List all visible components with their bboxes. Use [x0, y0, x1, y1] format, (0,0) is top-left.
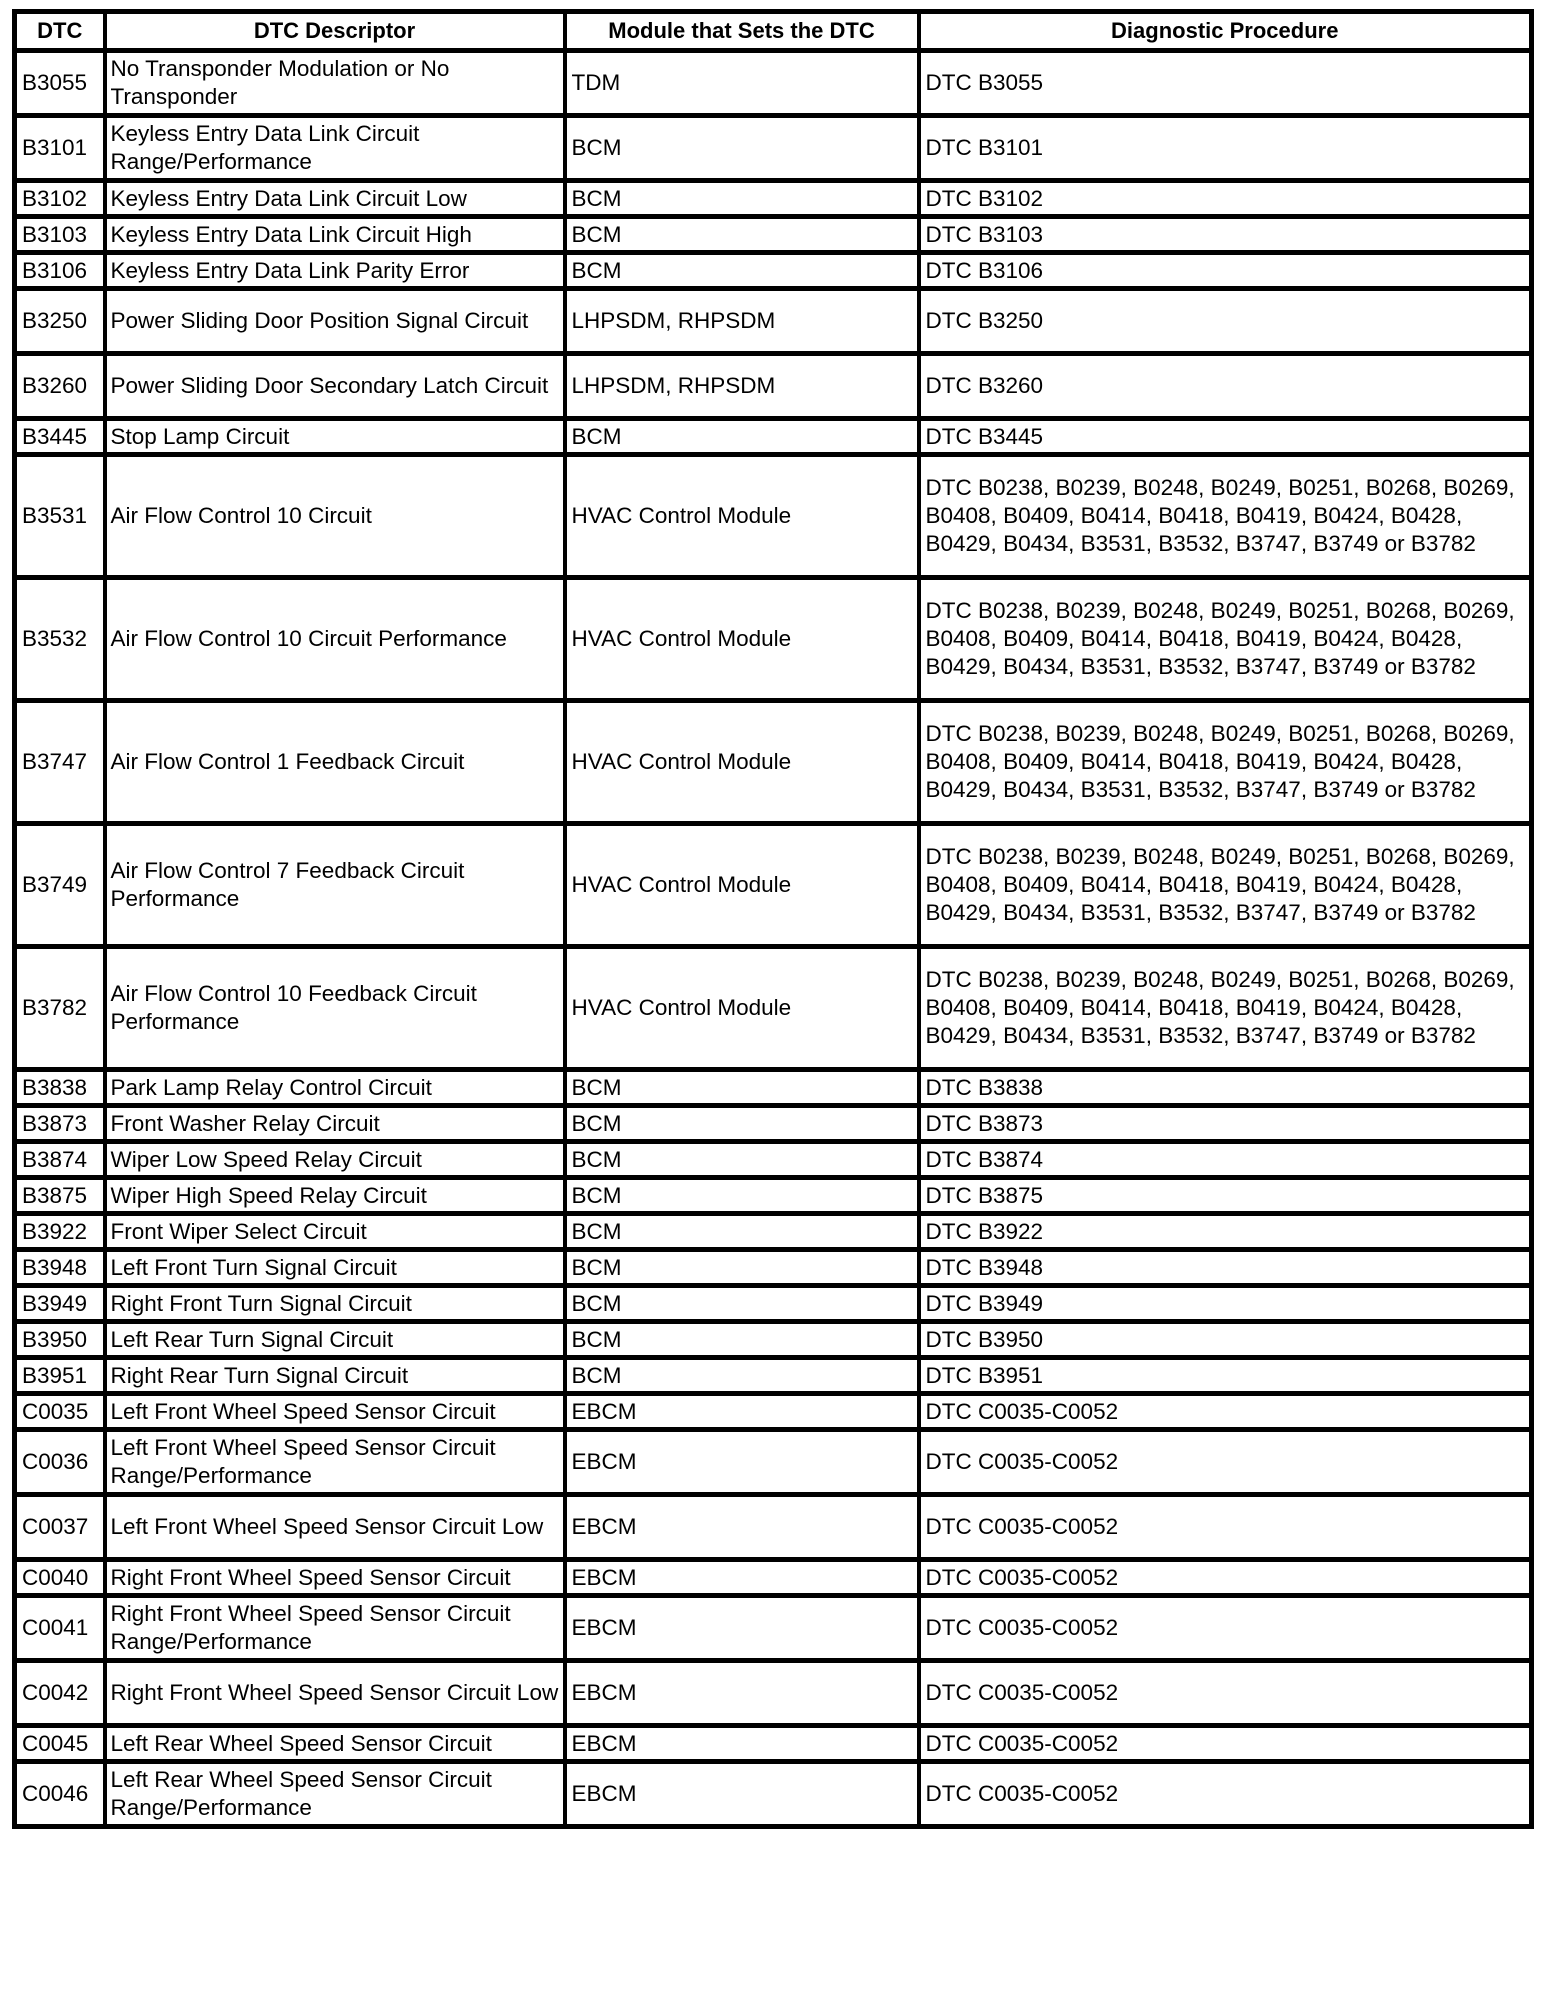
dtc-code-cell: B3445: [15, 419, 105, 455]
table-row: [15, 253, 1532, 289]
diagnostic-procedure-cell: DTC B3951: [919, 1358, 1532, 1394]
diagnostic-procedure-cell: DTC B3950: [919, 1322, 1532, 1358]
module-cell: BCM: [565, 1358, 919, 1394]
module-cell: BCM: [565, 1286, 919, 1322]
dtc-descriptor-cell: Wiper High Speed Relay Circuit: [105, 1178, 565, 1214]
dtc-code-cell: B3950: [15, 1322, 105, 1358]
dtc-code-cell: C0041: [15, 1596, 105, 1661]
dtc-code-cell: C0040: [15, 1560, 105, 1596]
dtc-descriptor-cell: Left Rear Turn Signal Circuit: [105, 1322, 565, 1358]
module-cell: LHPSDM, RHPSDM: [565, 289, 919, 354]
diagnostic-procedure-cell: DTC B0238, B0239, B0248, B0249, B0251, B0268, B0269, B0408, B0409, B0414, B0418, B0419, B0424, B0428, B0429, B0434, B3531, B3532, B3747, B3749 or B3782: [919, 455, 1532, 578]
table-row: [15, 1106, 1532, 1142]
table-row: [15, 1070, 1532, 1106]
dtc-code-cell: C0042: [15, 1661, 105, 1726]
dtc-descriptor-cell: Power Sliding Door Secondary Latch Circuit: [105, 354, 565, 419]
diagnostic-procedure-cell: DTC B3445: [919, 419, 1532, 455]
dtc-descriptor-cell: Left Front Wheel Speed Sensor Circuit Range/Performance: [105, 1430, 565, 1495]
dtc-code-cell: B3922: [15, 1214, 105, 1250]
module-cell: BCM: [565, 1178, 919, 1214]
dtc-code-cell: B3949: [15, 1286, 105, 1322]
dtc-code-cell: B3782: [15, 947, 105, 1070]
table-row: [15, 217, 1532, 253]
module-cell: TDM: [565, 51, 919, 116]
dtc-descriptor-cell: Wiper Low Speed Relay Circuit: [105, 1142, 565, 1178]
module-cell: HVAC Control Module: [565, 701, 919, 824]
module-cell: EBCM: [565, 1596, 919, 1661]
table-row: [15, 1394, 1532, 1430]
diagnostic-procedure-cell: DTC B3838: [919, 1070, 1532, 1106]
header-module: Module that Sets the DTC: [565, 12, 919, 51]
table-row: [15, 116, 1532, 181]
diagnostic-procedure-cell: DTC B3102: [919, 181, 1532, 217]
diagnostic-procedure-cell: DTC B3949: [919, 1286, 1532, 1322]
module-cell: HVAC Control Module: [565, 947, 919, 1070]
dtc-descriptor-cell: Left Front Wheel Speed Sensor Circuit: [105, 1394, 565, 1430]
module-cell: EBCM: [565, 1726, 919, 1762]
table-row: [15, 1358, 1532, 1394]
diagnostic-procedure-cell: DTC C0035-C0052: [919, 1430, 1532, 1495]
table-row: [15, 701, 1532, 824]
table-row: [15, 1495, 1532, 1560]
module-cell: BCM: [565, 1142, 919, 1178]
diagnostic-procedure-cell: DTC C0035-C0052: [919, 1394, 1532, 1430]
dtc-code-cell: B3101: [15, 116, 105, 181]
diagnostic-procedure-cell: DTC C0035-C0052: [919, 1726, 1532, 1762]
dtc-descriptor-cell: Right Front Wheel Speed Sensor Circuit: [105, 1560, 565, 1596]
dtc-code-cell: B3055: [15, 51, 105, 116]
dtc-table: [12, 9, 1534, 1829]
module-cell: BCM: [565, 253, 919, 289]
dtc-code-cell: C0045: [15, 1726, 105, 1762]
dtc-code-cell: B3948: [15, 1250, 105, 1286]
dtc-code-cell: B3531: [15, 455, 105, 578]
diagnostic-procedure-cell: DTC B3922: [919, 1214, 1532, 1250]
table-row: [15, 419, 1532, 455]
table-row: [15, 1726, 1532, 1762]
module-cell: BCM: [565, 419, 919, 455]
table-row: [15, 455, 1532, 578]
dtc-descriptor-cell: Keyless Entry Data Link Circuit Range/Performance: [105, 116, 565, 181]
diagnostic-procedure-cell: DTC B0238, B0239, B0248, B0249, B0251, B0268, B0269, B0408, B0409, B0414, B0418, B0419, B0424, B0428, B0429, B0434, B3531, B3532, B3747, B3749 or B3782: [919, 578, 1532, 701]
table-row: [15, 824, 1532, 947]
dtc-code-cell: C0046: [15, 1762, 105, 1827]
dtc-code-cell: B3749: [15, 824, 105, 947]
dtc-descriptor-cell: Right Front Wheel Speed Sensor Circuit Low: [105, 1661, 565, 1726]
dtc-descriptor-cell: Air Flow Control 10 Circuit: [105, 455, 565, 578]
module-cell: BCM: [565, 1322, 919, 1358]
dtc-descriptor-cell: Right Rear Turn Signal Circuit: [105, 1358, 565, 1394]
header-diagnostic-procedure: Diagnostic Procedure: [919, 12, 1532, 51]
diagnostic-procedure-cell: DTC B3106: [919, 253, 1532, 289]
module-cell: HVAC Control Module: [565, 578, 919, 701]
diagnostic-procedure-cell: DTC B3101: [919, 116, 1532, 181]
diagnostic-procedure-cell: DTC B3260: [919, 354, 1532, 419]
header-dtc: DTC: [15, 12, 105, 51]
dtc-code-cell: B3747: [15, 701, 105, 824]
table-row: [15, 1250, 1532, 1286]
dtc-code-cell: C0036: [15, 1430, 105, 1495]
diagnostic-procedure-cell: DTC B3873: [919, 1106, 1532, 1142]
dtc-descriptor-cell: Stop Lamp Circuit: [105, 419, 565, 455]
dtc-code-cell: B3874: [15, 1142, 105, 1178]
module-cell: EBCM: [565, 1394, 919, 1430]
dtc-code-cell: B3260: [15, 354, 105, 419]
dtc-descriptor-cell: Air Flow Control 10 Circuit Performance: [105, 578, 565, 701]
dtc-code-cell: B3250: [15, 289, 105, 354]
dtc-code-cell: B3951: [15, 1358, 105, 1394]
dtc-code-cell: B3106: [15, 253, 105, 289]
table-row: [15, 1762, 1532, 1827]
table-row: [15, 181, 1532, 217]
dtc-code-cell: B3838: [15, 1070, 105, 1106]
dtc-descriptor-cell: Park Lamp Relay Control Circuit: [105, 1070, 565, 1106]
table-row: [15, 289, 1532, 354]
dtc-descriptor-cell: Left Front Wheel Speed Sensor Circuit Low: [105, 1495, 565, 1560]
table-row: [15, 947, 1532, 1070]
module-cell: EBCM: [565, 1762, 919, 1827]
module-cell: BCM: [565, 1250, 919, 1286]
dtc-code-cell: C0037: [15, 1495, 105, 1560]
module-cell: BCM: [565, 1070, 919, 1106]
dtc-code-cell: B3532: [15, 578, 105, 701]
table-body: [15, 51, 1532, 1827]
dtc-descriptor-cell: Right Front Wheel Speed Sensor Circuit Range/Performance: [105, 1596, 565, 1661]
table-header-row: [15, 12, 1532, 51]
diagnostic-procedure-cell: DTC B3250: [919, 289, 1532, 354]
table-row: [15, 1661, 1532, 1726]
diagnostic-procedure-cell: DTC C0035-C0052: [919, 1762, 1532, 1827]
dtc-descriptor-cell: Air Flow Control 7 Feedback Circuit Performance: [105, 824, 565, 947]
table-row: [15, 1560, 1532, 1596]
module-cell: BCM: [565, 181, 919, 217]
module-cell: EBCM: [565, 1495, 919, 1560]
dtc-descriptor-cell: Front Wiper Select Circuit: [105, 1214, 565, 1250]
table-row: [15, 1142, 1532, 1178]
dtc-descriptor-cell: No Transponder Modulation or No Transponder: [105, 51, 565, 116]
dtc-descriptor-cell: Left Rear Wheel Speed Sensor Circuit Range/Performance: [105, 1762, 565, 1827]
dtc-descriptor-cell: Air Flow Control 10 Feedback Circuit Performance: [105, 947, 565, 1070]
module-cell: LHPSDM, RHPSDM: [565, 354, 919, 419]
dtc-descriptor-cell: Keyless Entry Data Link Circuit Low: [105, 181, 565, 217]
table-row: [15, 1430, 1532, 1495]
dtc-code-cell: B3102: [15, 181, 105, 217]
module-cell: HVAC Control Module: [565, 824, 919, 947]
diagnostic-procedure-cell: DTC C0035-C0052: [919, 1560, 1532, 1596]
dtc-descriptor-cell: Front Washer Relay Circuit: [105, 1106, 565, 1142]
module-cell: BCM: [565, 116, 919, 181]
header-dtc-descriptor: DTC Descriptor: [105, 12, 565, 51]
dtc-descriptor-cell: Keyless Entry Data Link Parity Error: [105, 253, 565, 289]
module-cell: EBCM: [565, 1661, 919, 1726]
diagnostic-procedure-cell: DTC C0035-C0052: [919, 1661, 1532, 1726]
dtc-descriptor-cell: Left Rear Wheel Speed Sensor Circuit: [105, 1726, 565, 1762]
table-row: [15, 1214, 1532, 1250]
module-cell: BCM: [565, 217, 919, 253]
dtc-code-cell: C0035: [15, 1394, 105, 1430]
diagnostic-procedure-cell: DTC B3103: [919, 217, 1532, 253]
diagnostic-procedure-cell: DTC B0238, B0239, B0248, B0249, B0251, B0268, B0269, B0408, B0409, B0414, B0418, B0419, B0424, B0428, B0429, B0434, B3531, B3532, B3747, B3749 or B3782: [919, 947, 1532, 1070]
dtc-code-cell: B3103: [15, 217, 105, 253]
module-cell: EBCM: [565, 1560, 919, 1596]
table-row: [15, 51, 1532, 116]
module-cell: BCM: [565, 1214, 919, 1250]
table-row: [15, 578, 1532, 701]
table-row: [15, 1596, 1532, 1661]
diagnostic-procedure-cell: DTC B3948: [919, 1250, 1532, 1286]
dtc-code-cell: B3875: [15, 1178, 105, 1214]
dtc-code-cell: B3873: [15, 1106, 105, 1142]
dtc-descriptor-cell: Left Front Turn Signal Circuit: [105, 1250, 565, 1286]
table-row: [15, 1322, 1532, 1358]
diagnostic-procedure-cell: DTC B3875: [919, 1178, 1532, 1214]
diagnostic-procedure-cell: DTC C0035-C0052: [919, 1495, 1532, 1560]
diagnostic-procedure-cell: DTC B0238, B0239, B0248, B0249, B0251, B0268, B0269, B0408, B0409, B0414, B0418, B0419, B0424, B0428, B0429, B0434, B3531, B3532, B3747, B3749 or B3782: [919, 701, 1532, 824]
dtc-descriptor-cell: Keyless Entry Data Link Circuit High: [105, 217, 565, 253]
dtc-descriptor-cell: Right Front Turn Signal Circuit: [105, 1286, 565, 1322]
diagnostic-procedure-cell: DTC B3055: [919, 51, 1532, 116]
diagnostic-procedure-cell: DTC B0238, B0239, B0248, B0249, B0251, B0268, B0269, B0408, B0409, B0414, B0418, B0419, B0424, B0428, B0429, B0434, B3531, B3532, B3747, B3749 or B3782: [919, 824, 1532, 947]
dtc-descriptor-cell: Air Flow Control 1 Feedback Circuit: [105, 701, 565, 824]
diagnostic-procedure-cell: DTC B3874: [919, 1142, 1532, 1178]
module-cell: EBCM: [565, 1430, 919, 1495]
table-row: [15, 1178, 1532, 1214]
module-cell: BCM: [565, 1106, 919, 1142]
dtc-descriptor-cell: Power Sliding Door Position Signal Circuit: [105, 289, 565, 354]
module-cell: HVAC Control Module: [565, 455, 919, 578]
table-row: [15, 354, 1532, 419]
table-row: [15, 1286, 1532, 1322]
diagnostic-procedure-cell: DTC C0035-C0052: [919, 1596, 1532, 1661]
